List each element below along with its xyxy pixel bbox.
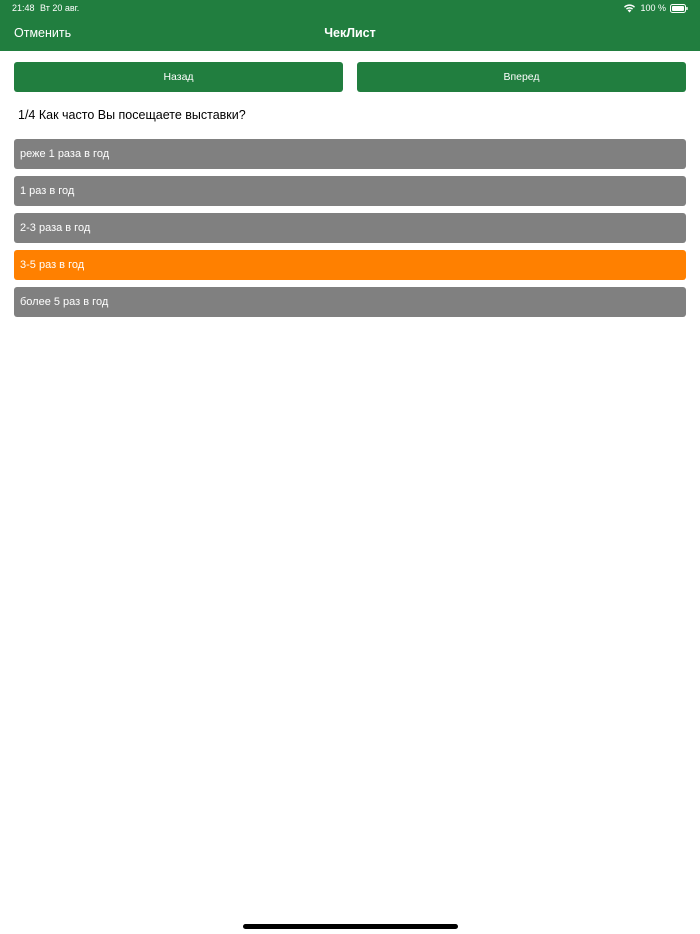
answer-option[interactable]: более 5 раз в год bbox=[14, 287, 686, 317]
cancel-button[interactable]: Отменить bbox=[14, 26, 72, 40]
battery-icon bbox=[670, 4, 688, 13]
status-date: Вт 20 авг. bbox=[40, 3, 80, 13]
answer-option[interactable]: реже 1 раза в год bbox=[14, 139, 686, 169]
next-button[interactable]: Вперед bbox=[357, 62, 686, 92]
question-text: 1/4 Как часто Вы посещаете выставки? bbox=[18, 108, 246, 122]
page-title: ЧекЛист bbox=[324, 26, 376, 40]
home-indicator bbox=[243, 924, 458, 929]
wifi-icon bbox=[623, 3, 636, 13]
back-button[interactable]: Назад bbox=[14, 62, 343, 92]
status-time: 21:48 bbox=[12, 3, 35, 13]
battery-percentage: 100 % bbox=[640, 3, 666, 13]
header-bar bbox=[0, 0, 700, 51]
answer-option[interactable]: 1 раз в год bbox=[14, 176, 686, 206]
answer-option[interactable]: 2-3 раза в год bbox=[14, 213, 686, 243]
answer-option[interactable]: 3-5 раз в год bbox=[14, 250, 686, 280]
status-indicators bbox=[623, 2, 688, 14]
